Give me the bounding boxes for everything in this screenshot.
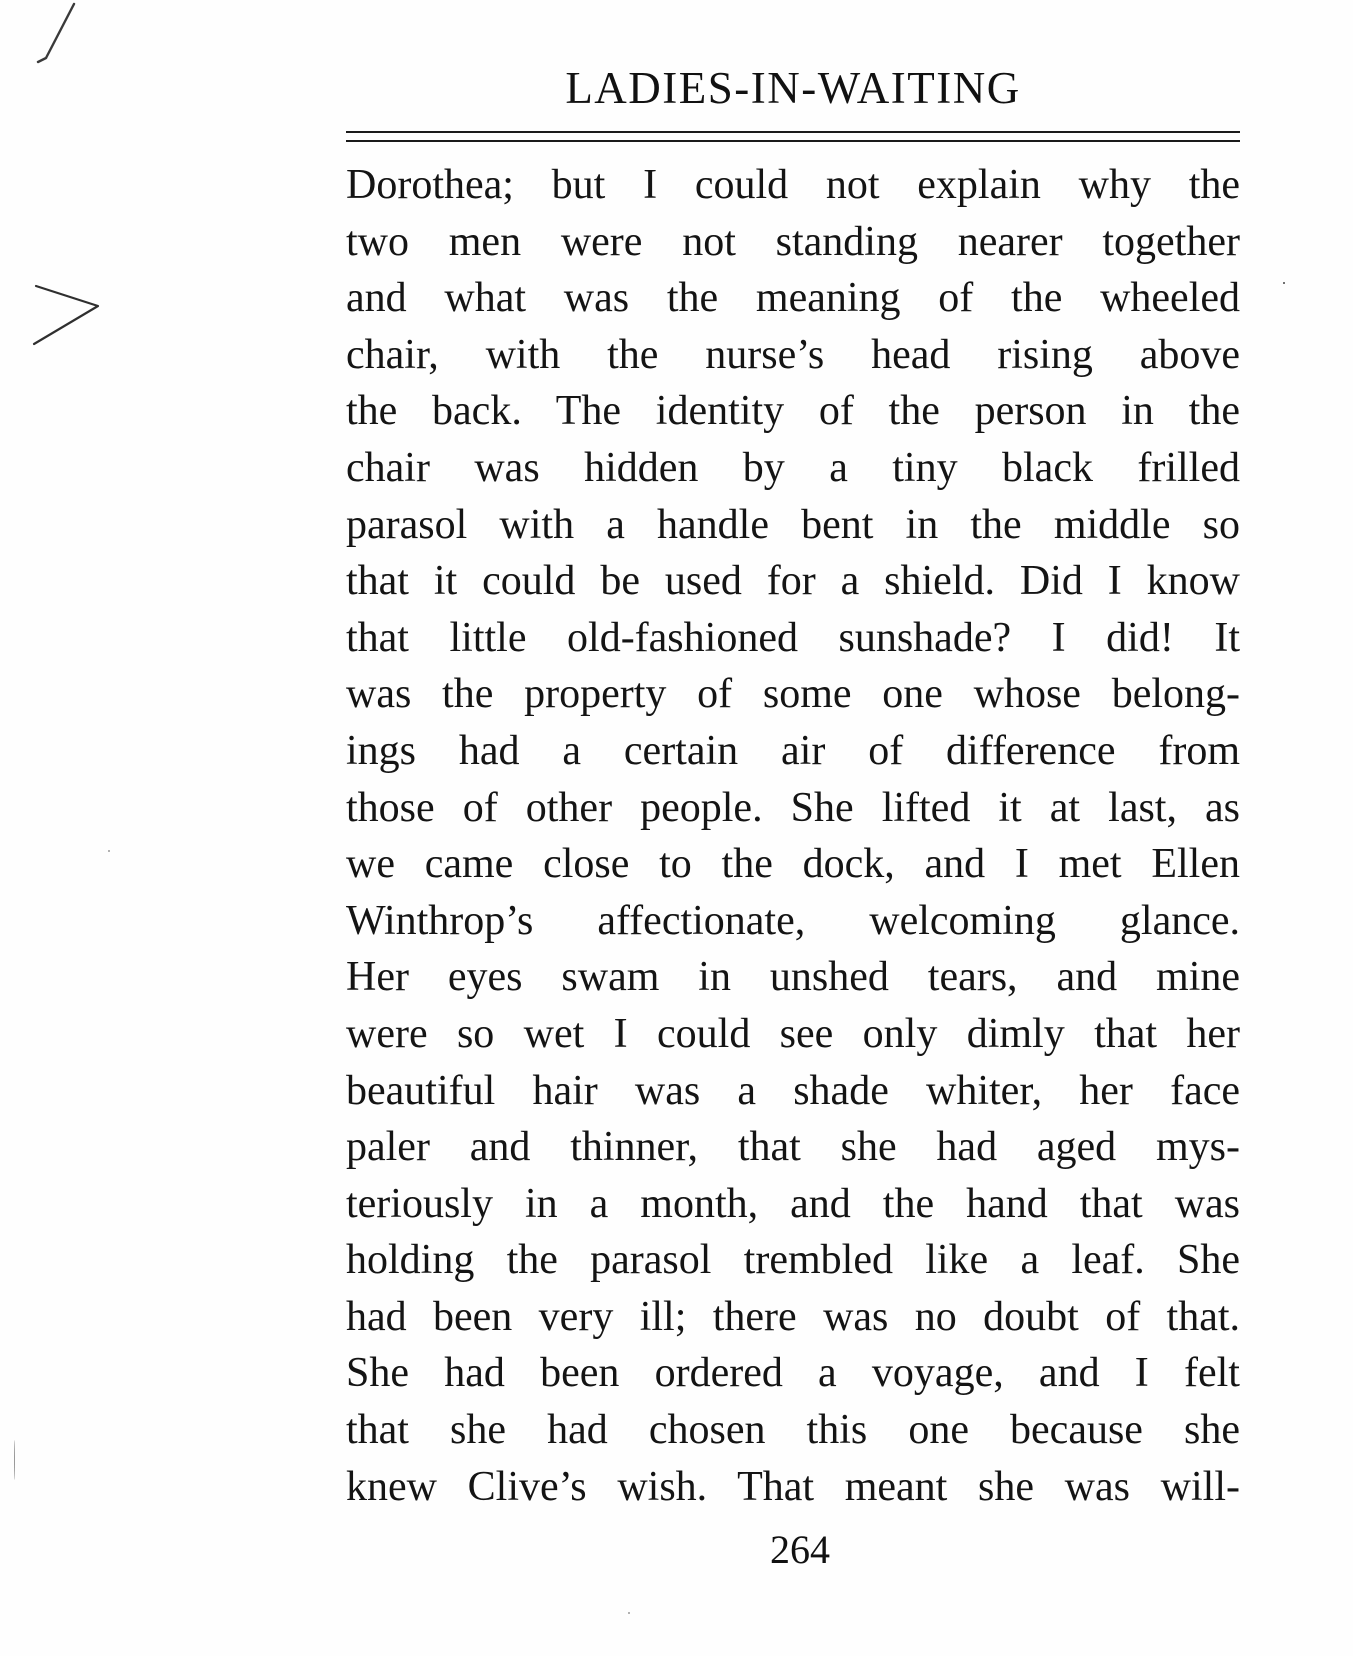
pencil-slash-icon — [34, 0, 84, 70]
text-line: ings had a certain air of difference from — [346, 727, 1240, 774]
text-line: parasol with a handle bent in the middle so — [346, 501, 1240, 548]
text-line: holding the parasol trembled like a leaf. She — [346, 1237, 1241, 1284]
header-rule-top — [346, 131, 1240, 133]
text-line: that it could be used for a shield. Did I know — [346, 558, 1241, 605]
paper-speck — [108, 850, 110, 852]
text-line: and what was the meaning of the wheeled — [346, 275, 1241, 322]
running-head: LADIES-IN-WAITING — [565, 63, 1021, 113]
text-line: was the property of some one whose belong- — [346, 671, 1240, 718]
paper-speck — [14, 1440, 15, 1480]
text-line: that little old-fashioned sunshade? I did! It — [346, 614, 1240, 661]
paper-speck — [1283, 282, 1285, 284]
text-line: were so wet I could see only dimly that her — [346, 1010, 1241, 1057]
page-number: 264 — [770, 1527, 830, 1572]
text-line: teriously in a month, and the hand that was — [346, 1180, 1241, 1227]
text-line: beautiful hair was a shade whiter, her face — [346, 1067, 1241, 1114]
pencil-chevron-icon — [30, 282, 105, 352]
text-line: the back. The identity of the person in the — [346, 388, 1240, 435]
text-line: that she had chosen this one because she — [346, 1407, 1241, 1454]
header-rule-bottom — [346, 140, 1240, 142]
paper-speck — [628, 1612, 630, 1614]
text-line: had been very ill; there was no doubt of that. — [346, 1293, 1241, 1340]
text-line: Dorothea; but I could not explain why the — [346, 162, 1241, 208]
text-line: knew Clive’s wish. That meant she was will- — [346, 1463, 1240, 1510]
text-line: Winthrop’s affectionate, welcoming glance. — [346, 897, 1241, 944]
text-line: Her eyes swam in unshed tears, and mine — [346, 954, 1241, 1001]
text-line: those of other people. She lifted it at last, as — [346, 784, 1241, 831]
text-line: paler and thinner, that she had aged mys- — [346, 1124, 1240, 1171]
text-line: we came close to the dock, and I met Ellen — [346, 841, 1240, 888]
text-line: She had been ordered a voyage, and I felt — [346, 1350, 1240, 1397]
text-line: chair, with the nurse’s head rising above — [346, 331, 1240, 378]
text-line: two men were not standing nearer together — [346, 218, 1240, 265]
body-text — [346, 157, 1240, 1515]
text-line: chair was hidden by a tiny black frilled — [346, 444, 1240, 491]
